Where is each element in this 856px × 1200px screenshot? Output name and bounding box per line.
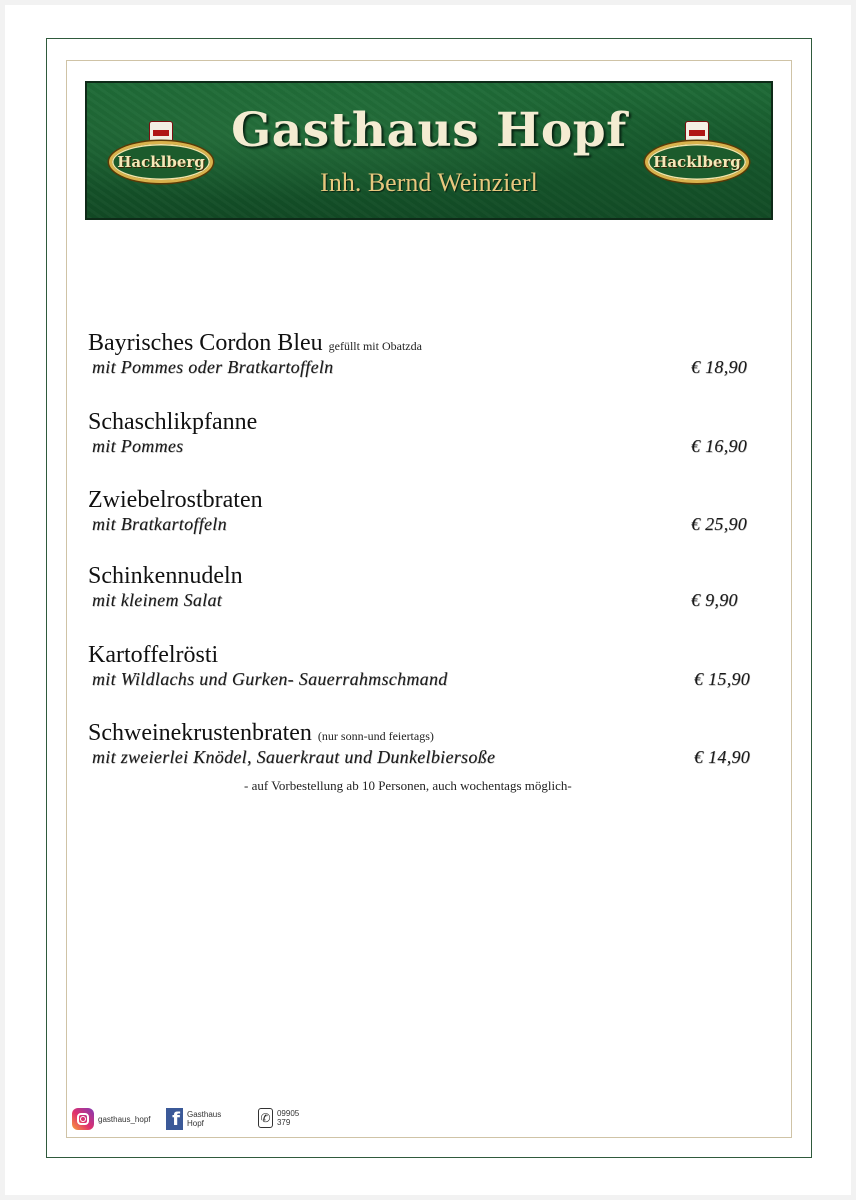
dish-price: € 14,90: [694, 747, 751, 767]
dish-description: mit Bratkartoffeln: [92, 514, 227, 534]
dish-extra-note: - auf Vorbestellung ab 10 Personen, auch wochentags möglich-: [244, 778, 572, 793]
dish-price: € 15,90: [694, 669, 751, 689]
dish-note: (nur sonn-und feiertags): [317, 729, 434, 743]
owner-line: Inh. Bernd Weinzierl: [320, 168, 538, 197]
dish-description: mit Pommes: [92, 436, 184, 456]
header-banner: [85, 81, 773, 220]
dish-name: Kartoffelrösti: [88, 642, 219, 668]
dish-price: € 25,90: [691, 514, 748, 534]
facebook-contact[interactable]: [166, 1108, 226, 1130]
dish-description: mit kleinem Salat: [92, 590, 223, 610]
phone-icon: ✆: [258, 1108, 273, 1128]
dish-name: Schinkennudeln: [88, 563, 243, 589]
dish-description: mit Pommes oder Bratkartoffeln: [92, 357, 334, 377]
logo-text: Hacklberg: [653, 153, 741, 171]
dish-name: Schaschlikpfanne: [88, 409, 258, 435]
restaurant-name: Gasthaus Hopf: [231, 103, 627, 158]
instagram-handle: gasthaus_hopf: [98, 1114, 151, 1124]
menu-item: [88, 641, 758, 689]
logo-text: Hacklberg: [117, 153, 205, 171]
dish-price: € 16,90: [691, 436, 748, 456]
dish-note: gefüllt mit Obatzda: [328, 339, 422, 353]
dish-name: Zwiebelrostbraten: [88, 487, 263, 513]
dish-price: € 18,90: [691, 357, 748, 377]
instagram-contact[interactable]: [72, 1108, 151, 1130]
dish-name: Bayrisches Cordon Bleu: [88, 330, 323, 356]
menu-item: [88, 562, 758, 610]
logo-oval: [645, 141, 749, 183]
facebook-icon: f: [166, 1108, 183, 1130]
instagram-icon: [72, 1108, 94, 1130]
menu-item: [88, 329, 758, 377]
dish-price: € 9,90: [691, 590, 738, 610]
dish-description: mit Wildlachs und Gurken- Sauerrahmschmand: [92, 669, 448, 689]
phone-contact[interactable]: [258, 1108, 304, 1128]
phone-number: 09905 379: [276, 1109, 300, 1127]
dish-name: Schweinekrustenbraten: [88, 720, 312, 746]
dish-description: mit zweierlei Knödel, Sauerkraut und Dunkelbiersoße: [92, 747, 496, 767]
menu-item: [88, 408, 758, 456]
facebook-name: Gasthaus Hopf: [186, 1110, 222, 1128]
menu-item: [88, 719, 758, 793]
hacklberg-logo-right: [645, 119, 749, 189]
menu-item: [88, 486, 758, 534]
